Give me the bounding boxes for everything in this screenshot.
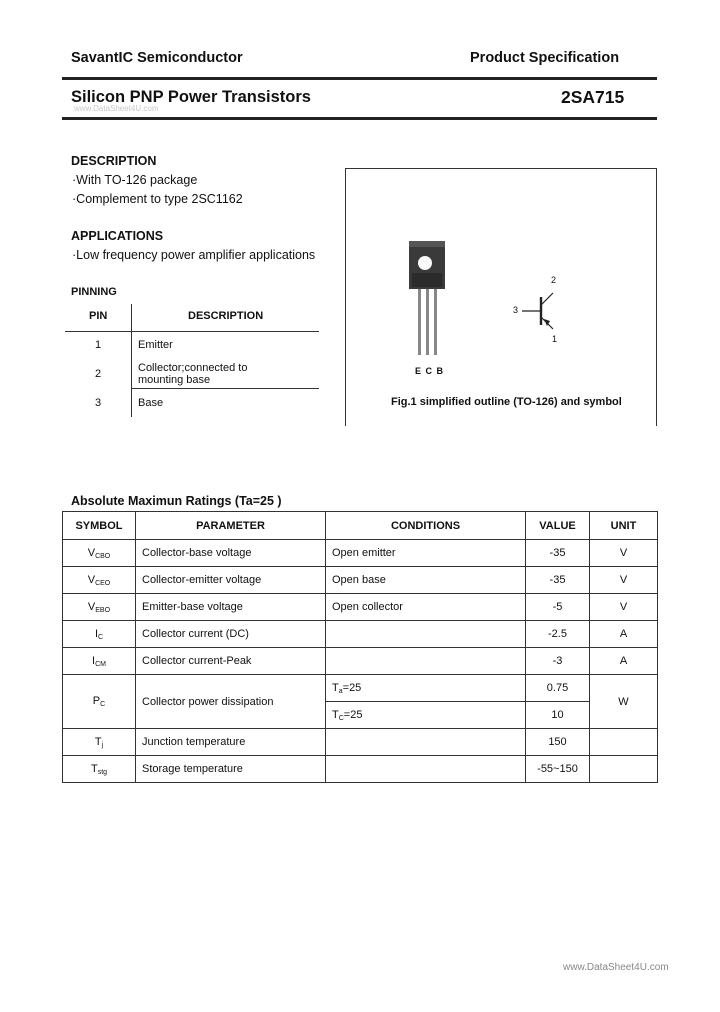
conditions-cell: Open collector [326, 594, 526, 621]
value-cell: 150 [526, 729, 590, 756]
col-conditions: CONDITIONS [326, 512, 526, 540]
symbol-cell: $V_{EBO}$ [63, 594, 136, 621]
pinning-col-description: DESCRIPTION [188, 310, 264, 322]
pin-description: Collector;connected to [138, 362, 248, 374]
pin-number: 3 [95, 397, 102, 409]
parameter-cell: Collector current-Peak [136, 648, 326, 675]
unit-cell: A [590, 621, 658, 648]
symbol-cell: $V_{CEO}$ [63, 567, 136, 594]
unit-cell: V [590, 567, 658, 594]
symbol-pin-3: 3 [513, 305, 519, 315]
value-cell: -35 [526, 567, 590, 594]
table-row [63, 621, 658, 648]
table-row [63, 567, 658, 594]
conditions-cell: $T_a=25$ [326, 675, 526, 702]
unit-cell: V [590, 540, 658, 567]
pin-number: 2 [95, 368, 102, 380]
parameter-cell: Collector power dissipation [136, 675, 326, 729]
unit-cell: V [590, 594, 658, 621]
document-type: Product Specification [470, 50, 620, 66]
conditions-cell: $T_C=25$ [326, 702, 526, 729]
pin-description: Emitter [138, 339, 173, 351]
header-watermark: www.DataSheet4U.com [74, 104, 159, 113]
value-cell: 0.75 [526, 675, 590, 702]
table-row [63, 540, 658, 567]
conditions-cell [326, 648, 526, 675]
symbol-pin-1: 1 [552, 334, 558, 344]
symbol-cell: $I_C$ [63, 621, 136, 648]
conditions-cell [326, 729, 526, 756]
lead-labels: E C B [415, 366, 445, 376]
ratings-title: Absolute Maximun Ratings (Ta=25 ) [71, 494, 282, 508]
applications-item: ·Low frequency power amplifier applications [72, 248, 316, 262]
header-rule-bottom [62, 117, 657, 120]
table-row [63, 675, 658, 702]
pinning-heading: PINNING [71, 286, 117, 298]
symbol-cell: $I_{CM}$ [63, 648, 136, 675]
symbol-pin-2: 2 [551, 275, 557, 285]
description-item: ·With TO-126 package [72, 173, 198, 187]
pinning-col-pin: PIN [89, 310, 108, 322]
pin-description: Base [138, 397, 164, 409]
figure-box [345, 168, 657, 426]
pinning-row-rule [131, 388, 319, 389]
value-cell: 10 [526, 702, 590, 729]
symbol-cell: $P_C$ [63, 675, 136, 729]
parameter-cell: Collector-base voltage [136, 540, 326, 567]
conditions-cell: Open emitter [326, 540, 526, 567]
value-cell: -35 [526, 540, 590, 567]
mounting-hole [418, 256, 432, 270]
pin-description-cont: mounting base [138, 374, 211, 386]
value-cell: -55~150 [526, 756, 590, 783]
to126-outline-illustration [346, 169, 656, 426]
value-cell: -5 [526, 594, 590, 621]
col-symbol: SYMBOL [63, 512, 136, 540]
figure-caption: Fig.1 simplified outline (TO-126) and symbol [391, 396, 622, 408]
header-rule-top [62, 77, 657, 80]
value-cell: -2.5 [526, 621, 590, 648]
table-row [63, 648, 658, 675]
lead-collector [426, 289, 429, 355]
ratings-header-row [63, 512, 658, 540]
col-parameter: PARAMETER [136, 512, 326, 540]
conditions-cell [326, 621, 526, 648]
symbol-cell: $V_{CBO}$ [63, 540, 136, 567]
pinning-table [65, 304, 319, 417]
table-row [63, 594, 658, 621]
parameter-cell: Junction temperature [136, 729, 326, 756]
pin-number: 1 [95, 339, 102, 351]
conditions-cell: Open base [326, 567, 526, 594]
unit-cell: A [590, 648, 658, 675]
parameter-cell: Emitter-base voltage [136, 594, 326, 621]
lead-emitter [418, 289, 421, 355]
parameter-cell: Collector current (DC) [136, 621, 326, 648]
col-unit: UNIT [590, 512, 658, 540]
description-item: ·Complement to type 2SC1162 [72, 192, 243, 206]
col-value: VALUE [526, 512, 590, 540]
value-cell: -3 [526, 648, 590, 675]
parameter-cell: Storage temperature [136, 756, 326, 783]
table-row [63, 756, 658, 783]
unit-cell [590, 729, 658, 756]
symbol-cell: $T_j$ [63, 729, 136, 756]
table-row [63, 729, 658, 756]
ratings-table [62, 511, 658, 783]
part-number: 2SA715 [561, 87, 625, 107]
unit-cell [590, 756, 658, 783]
parameter-cell: Collector-emitter voltage [136, 567, 326, 594]
conditions-cell [326, 756, 526, 783]
product-title: Silicon PNP Power Transistors [71, 88, 311, 106]
symbol-cell: $T_{stg}$ [63, 756, 136, 783]
applications-heading: APPLICATIONS [71, 229, 164, 243]
description-heading: DESCRIPTION [71, 154, 157, 168]
company-name: SavantIC Semiconductor [71, 50, 243, 66]
pinning-divider [131, 304, 132, 417]
unit-cell: W [590, 675, 658, 729]
lead-base [434, 289, 437, 355]
footer-watermark: www.DataSheet4U.com [563, 962, 669, 973]
